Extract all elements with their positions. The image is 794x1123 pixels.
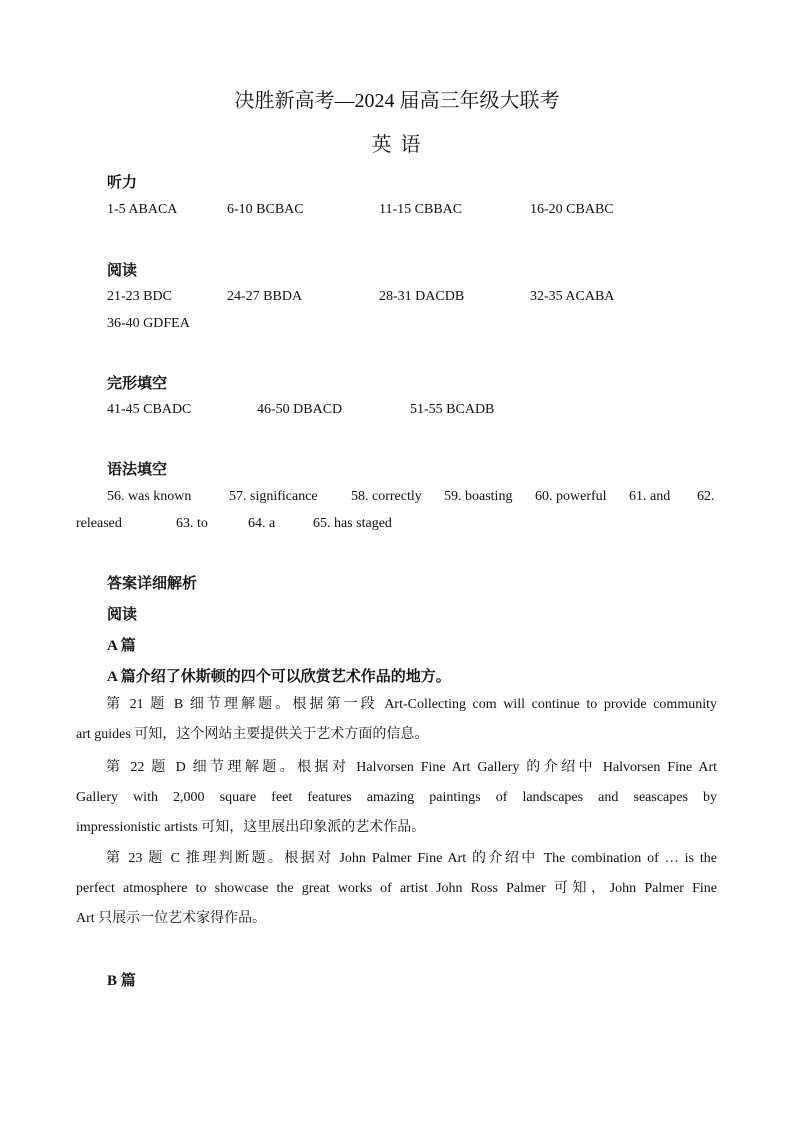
grammar-item: released	[76, 516, 122, 531]
passage-a-heading: A 篇	[107, 638, 136, 654]
q23-line2: perfect atmosphere to showcase the great works of artist John Ross Palmer 可知，John Palmer Fine	[76, 881, 717, 896]
grammar-item: 62.	[697, 489, 715, 504]
q23-line1: 第 23 题 C 推理判断题。根据对 John Palmer Fine Art 的介绍中 The combination of … is the	[106, 851, 717, 866]
q21-explanation	[76, 690, 717, 750]
passage-b-heading: B 篇	[107, 973, 136, 989]
answer-group: 28-31 DACDB	[379, 289, 465, 304]
q21-line2: art guides 可知，这个网站主要提供关于艺术方面的信息。	[76, 727, 429, 742]
answer-group: 6-10 BCBAC	[227, 202, 304, 217]
q23-line3: Art 只展示一位艺术家得作品。	[76, 911, 267, 926]
listening-heading: 听力	[107, 175, 138, 191]
answer-group: 46-50 DBACD	[257, 402, 343, 417]
grammar-item: 64. a	[248, 516, 276, 531]
answer-group: 16-20 CBABC	[530, 202, 614, 217]
passage-a-summary: A 篇介绍了休斯顿的四个可以欣赏艺术作品的地方。	[107, 669, 451, 685]
explanation-reading-heading: 阅读	[107, 607, 138, 623]
answer-group: 41-45 CBADC	[107, 402, 192, 417]
q22-line2: Gallery with 2,000 square feet features amazing paintings of landscapes and seascapes by	[76, 790, 717, 805]
answer-group: 1-5 ABACA	[107, 202, 178, 217]
grammar-item: 56. was known	[107, 489, 192, 504]
q22-explanation	[76, 753, 717, 843]
grammar-heading: 语法填空	[107, 462, 168, 478]
reading-heading: 阅读	[107, 263, 138, 279]
grammar-item: 57. significance	[229, 489, 318, 504]
q23-explanation	[76, 844, 717, 934]
grammar-item: 65. has staged	[313, 516, 392, 531]
answer-group: 51-55 BCADB	[410, 402, 495, 417]
q22-line1: 第 22 题 D 细节理解题。根据对 Halvorsen Fine Art Gallery 的介绍中 Halvorsen Fine Art	[106, 760, 717, 775]
cloze-heading: 完形填空	[107, 376, 168, 392]
answer-group: 24-27 BBDA	[227, 289, 303, 304]
explanation-heading: 答案详细解析	[107, 576, 198, 592]
q22-line3: impressionistic artists 可知，这里展出印象派的艺术作品。	[76, 820, 426, 835]
grammar-item: 59. boasting	[444, 489, 513, 504]
grammar-item: 63. to	[176, 516, 208, 531]
subject-title: 英 语	[371, 134, 423, 156]
grammar-item: 61. and	[629, 489, 671, 504]
grammar-item: 60. powerful	[535, 489, 607, 504]
answer-group: 36-40 GDFEA	[107, 316, 190, 331]
answer-group: 11-15 CBBAC	[379, 202, 463, 217]
answer-group: 21-23 BDC	[107, 289, 172, 304]
answer-group: 32-35 ACABA	[530, 289, 615, 304]
grammar-item: 58. correctly	[351, 489, 422, 504]
page-title: 决胜新高考—2024 届高三年级大联考	[234, 90, 560, 112]
q21-line1: 第 21 题 B 细节理解题。根据第一段 Art-Collecting com will continue to provide community	[106, 697, 717, 712]
